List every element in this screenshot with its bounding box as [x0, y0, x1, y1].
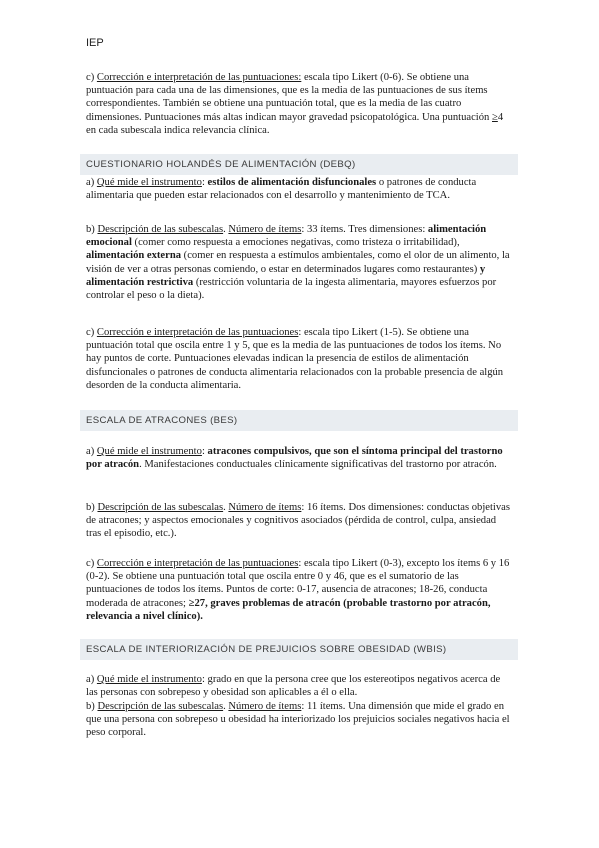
subscales-text: (comer como respuesta a emociones negativas, como tristeza o irritabilidad),: [131, 237, 460, 249]
scoring-label: Corrección e interpretación de las puntuaciones:: [96, 72, 302, 83]
separator: .: [223, 502, 229, 513]
scl-scoring-paragraph: [86, 71, 514, 137]
measures-highlight: estilos de alimentación disfuncionales: [207, 177, 377, 188]
debq-measures-paragraph: [86, 176, 514, 202]
cutoff-highlight: ≥27, graves problemas de atracón (probable trastorno por atracón, relevancia a nivel clínico).: [86, 597, 491, 622]
measures-highlight: atracones compulsivos, que son el síntoma principal del trastorno por atracón: [86, 446, 503, 471]
debq-section-title: CUESTIONARIO HOLANDÉS DE ALIMENTACIÓN (DEBQ): [86, 159, 356, 170]
item-prefix: a): [86, 674, 97, 685]
measures-label: Qué mide el instrumento: [96, 674, 202, 685]
dimension-restrictive: y alimentación restrictiva: [86, 263, 486, 288]
item-prefix: c): [86, 327, 97, 338]
debq-scoring-paragraph: [86, 326, 514, 392]
header-code: IEP: [86, 37, 104, 49]
measures-text: : grado en que la persona cree que los estereotipos negativos acerca de las personas con sobrepeso y obesidad son aplicables a él o ella.: [86, 674, 501, 699]
scoring-text: : escala tipo Likert (0-3), excepto los ítems 6 y 16 (0-2). Se obtiene una puntuación total que oscila entre 0 y 46, que es el sumatorio de las puntuaciones de todos los ítems. Puntos de corte: 0-17, ausencia de atracones; 18-26, conducta moderada de atracones;: [86, 558, 510, 609]
item-prefix: b): [86, 502, 98, 513]
item-prefix: c): [86, 558, 97, 569]
bes-subscales-paragraph: [86, 501, 514, 541]
scoring-label: Corrección e interpretación de las puntuaciones: [96, 558, 299, 569]
wbis-subscales-paragraph: [86, 700, 514, 740]
scoring-text-end: 4 en cada subescala indica relevancia clínica.: [86, 111, 504, 136]
subscales-label: Descripción de las subescalas: [97, 502, 224, 513]
colon: :: [201, 446, 208, 457]
subscales-label: Descripción de las subescalas: [97, 701, 224, 712]
debq-subscales-paragraph: [86, 223, 514, 302]
bes-measures-paragraph: [86, 445, 514, 471]
bes-section-title: ESCALA DE ATRACONES (BES): [86, 415, 238, 426]
scoring-text: : escala tipo Likert (1-5). Se obtiene una puntuación total que oscila entre 1 y 5, que es la media de las puntuaciones de todos los ítems. No hay puntos de corte. Puntuaciones elevadas indican la presencia de estilos de alimentación disfuncionales o patrones de conducta alimentaria relacionados con la probable presencia de algún desorden de la conducta alimentaria.: [86, 327, 504, 391]
subscales-text: : 11 ítems. Una dimensión que mide el grado en que una persona con sobrepeso u obesidad ha interiorizado los prejuicios sociales negativos hacia el peso corporal.: [86, 701, 510, 739]
items-count-label: Número de ítems: [228, 502, 302, 513]
scoring-label: Corrección e interpretación de las puntuaciones: [96, 327, 299, 338]
subscales-text: (restricción voluntaria de la ingesta alimentaria, mayores esfuerzos por controlar el peso o la dieta).: [86, 276, 497, 302]
colon: :: [201, 177, 208, 188]
subscales-text: : 33 ítems. Tres dimensiones:: [301, 224, 428, 235]
item-prefix: c): [86, 72, 97, 83]
subscales-label: Descripción de las subescalas: [97, 224, 224, 235]
item-prefix: a): [86, 177, 97, 188]
wbis-measures-paragraph: [86, 673, 514, 699]
measures-text: o patrones de conducta alimentaria que pueden estar relacionados con el desarrollo y mantenimiento de TCA.: [86, 177, 477, 202]
item-prefix: a): [86, 446, 97, 457]
separator: .: [223, 701, 229, 712]
ge-symbol: ≥: [492, 111, 498, 123]
subscales-text: : 16 ítems. Dos dimensiones: conductas objetivas de atracones; y aspectos emocionales y cognitivos asociados (pérdida de control, culpa, ansiedad tras el episodio, etc.).: [86, 502, 510, 540]
measures-text: . Manifestaciones conductuales clínicamente significativas del trastorno por atracón.: [139, 459, 497, 471]
dimension-external: alimentación externa: [86, 250, 182, 262]
dimension-emotional: alimentación emocional: [86, 224, 487, 249]
scoring-text: escala tipo Likert (0-6). Se obtiene una puntuación para cada una de las dimensiones, que es la media de las puntuaciones de sus ítems correspondientes. También se obtiene una puntuación total, que es la media de las cuatro dimensiones. Puntuaciones más altas indican mayor gravedad psicopatológica. Una puntuación: [86, 72, 492, 123]
wbis-section-title: ESCALA DE INTERIORIZACIÓN DE PREJUICIOS SOBRE OBESIDAD (WBIS): [86, 644, 447, 655]
bes-scoring-paragraph: [86, 557, 514, 623]
measures-label: Qué mide el instrumento: [96, 446, 202, 457]
separator: .: [223, 224, 229, 235]
item-prefix: b): [86, 224, 98, 235]
item-prefix: b): [86, 701, 98, 712]
items-count-label: Número de ítems: [228, 701, 302, 712]
subscales-text: (comer en respuesta a estímulos ambientales, como el olor de un alimento, la visión de ver a otras personas comiendo, o estar en determinados lugares como restaurantes): [86, 250, 510, 275]
items-count-label: Número de ítems: [228, 224, 302, 235]
measures-label: Qué mide el instrumento: [96, 177, 202, 188]
